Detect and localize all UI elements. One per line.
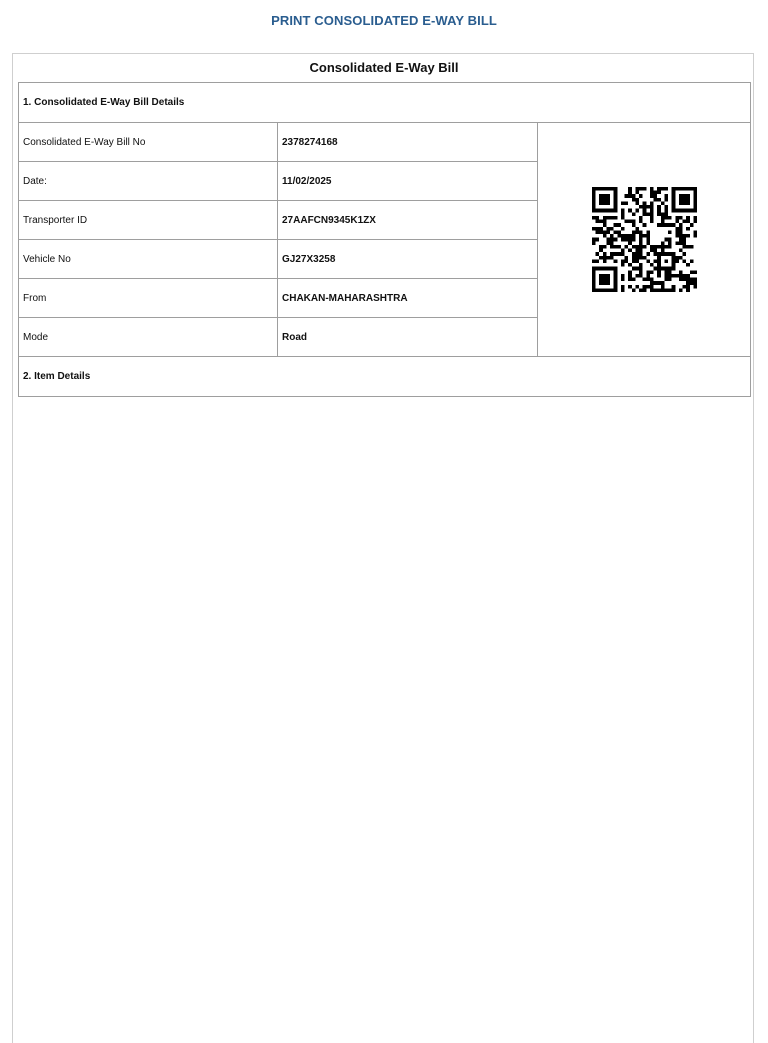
field-value: 2378274168 [278,123,538,162]
field-label: Transporter ID [19,201,278,240]
field-value: 11/02/2025 [278,162,538,201]
field-label: Date: [19,162,278,201]
field-value: CHAKAN-MAHARASHTRA [278,279,538,318]
page-heading: PRINT CONSOLIDATED E-WAY BILL [271,13,497,28]
section-header-row [19,83,751,123]
field-label: Vehicle No [19,240,278,279]
section-header-row [19,357,751,397]
field-value: 27AAFCN9345K1ZX [278,201,538,240]
field-label: From [19,279,278,318]
field-value: Road [278,318,538,357]
field-label: Mode [19,318,278,357]
qr-code-cell [538,123,751,357]
qr-code-icon [592,187,697,292]
field-label: Consolidated E-Way Bill No [19,123,278,162]
table-row [19,123,751,162]
section-1-title: 1. Consolidated E-Way Bill Details [19,83,751,123]
bill-details-table [18,82,751,397]
document-title: Consolidated E-Way Bill [309,60,459,75]
field-value: GJ27X3258 [278,240,538,279]
section-2-title: 2. Item Details [19,357,751,397]
